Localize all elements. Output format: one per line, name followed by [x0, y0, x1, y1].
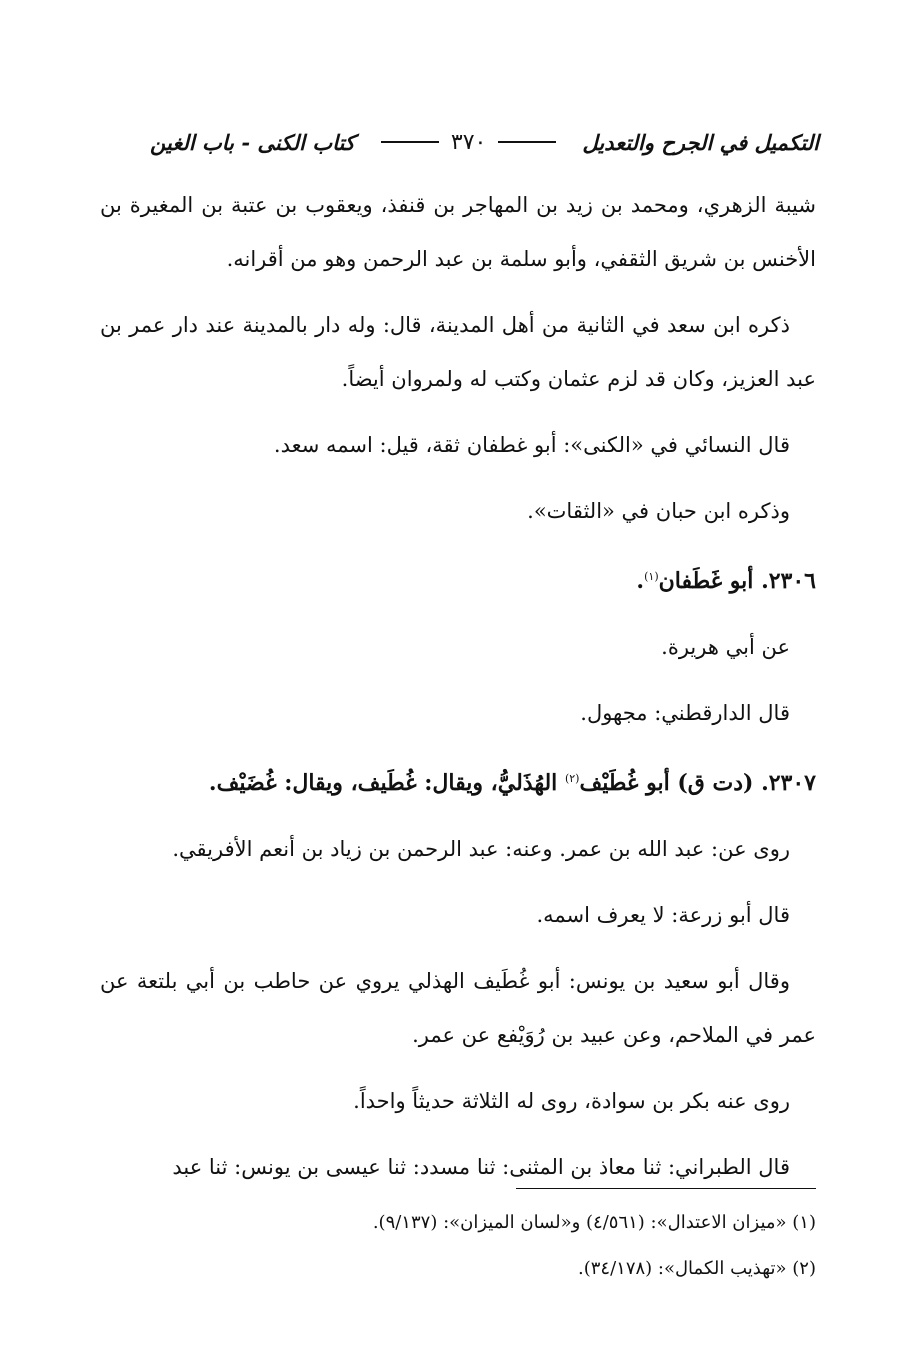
footnote-2: (٢) «تهذيب الكمال»: (٣٤/١٧٨).: [578, 1258, 816, 1279]
main-text: [100, 178, 816, 1206]
paragraph: وقال أبو سعيد بن يونس: أبو غُطَيف الهذلي يروي عن حاطب بن أبي بلتعة عن عمر في الملاحم، وعن عبيد بن رُوَيْفع عن عمر.: [100, 969, 816, 1047]
paragraph: قال أبو زرعة: لا يعرف اسمه.: [536, 903, 790, 927]
running-header: [150, 122, 819, 162]
page-number: ٣٧٠: [450, 129, 487, 155]
footnote-separator: [516, 1188, 816, 1189]
entry-heading: ٢٣٠٦. أبو غَطَفان: [658, 568, 816, 594]
header-dash-right: [498, 141, 556, 143]
header-dash-left: [381, 141, 439, 143]
paragraph: وذكره ابن حبان في «الثقات».: [527, 499, 790, 523]
paragraph: عن أبي هريرة.: [661, 635, 790, 659]
paragraph: قال الطبراني: ثنا معاذ بن المثنى: ثنا مسدد: ثنا عيسى بن يونس: ثنا عبد: [172, 1155, 790, 1179]
header-book-title: التكميل في الجرح والتعديل: [582, 129, 819, 155]
entry-heading: ٢٣٠٧. (دت ق) أبو غُطَيْف: [579, 770, 816, 796]
paragraph: ذكره ابن سعد في الثانية من أهل المدينة، قال: وله دار بالمدينة عند دار عمر بن عبد العزيز، وكان قد لزم عثمان وكتب له ولمروان أيضاً.: [100, 313, 816, 391]
entry-heading-rest: الهُذَليُّ، ويقال: غُطَيف، ويقال: غُضَيْف.: [208, 770, 565, 796]
entry-heading-dot: .: [636, 568, 645, 594]
footnote-1: (١) «ميزان الاعتدال»: (٤/٥٦١) و«لسان الميزان»: (٩/١٣٧).: [372, 1212, 816, 1233]
header-center: [381, 130, 556, 155]
paragraph: روى عن: عبد الله بن عمر. وعنه: عبد الرحمن بن زياد بن أنعم الأفريقي.: [172, 837, 790, 861]
paragraph: شيبة الزهري، ومحمد بن زيد بن المهاجر بن قنفذ، ويعقوب بن عتبة بن المغيرة بن الأخنس بن شريق الثقفي، وأبو سلمة بن عبد الرحمن وهو من أقرانه.: [100, 193, 816, 271]
paragraph: روى عنه بكر بن سوادة، روى له الثلاثة حديثاً واحداً.: [353, 1089, 790, 1113]
footnotes: [100, 1200, 816, 1292]
paragraph: قال الدارقطني: مجهول.: [580, 701, 790, 725]
footnote-ref: (٢): [564, 772, 580, 785]
header-chapter-title: كتاب الكنى - باب الغين: [150, 129, 355, 155]
entry-2307: [100, 752, 816, 810]
entry-2306: [100, 550, 816, 608]
footnote-ref: (١): [644, 570, 659, 583]
paragraph: قال النسائي في «الكنى»: أبو غطفان ثقة، قيل: اسمه سعد.: [273, 433, 790, 457]
